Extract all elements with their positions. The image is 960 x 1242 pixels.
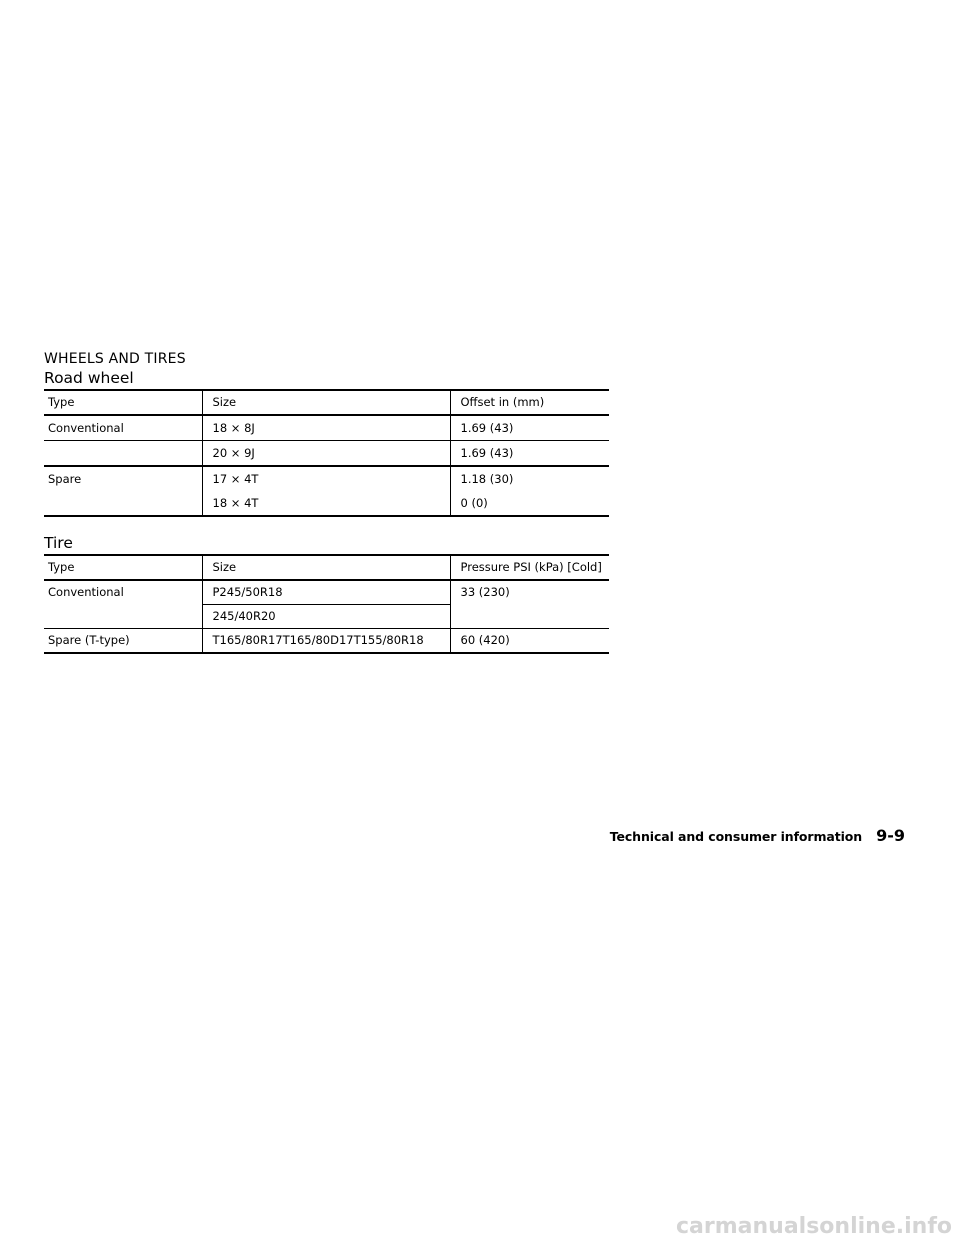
cell-pressure: 60 (420) — [450, 629, 609, 654]
page-footer — [610, 826, 905, 845]
header-pressure: Pressure PSI (kPa) [Cold] — [450, 555, 609, 580]
table-row — [44, 629, 609, 654]
cell-size: 17 × 4T — [202, 466, 450, 491]
table-row — [44, 580, 609, 605]
cell-size: 20 × 9J — [202, 441, 450, 467]
cell-type: Conventional — [48, 585, 124, 599]
header-type: Type — [48, 560, 75, 574]
header-size: Size — [202, 555, 450, 580]
cell-type — [44, 605, 202, 629]
cell-type — [44, 441, 202, 467]
cell-size: T165/80R17T165/80D17T155/80R18 — [202, 629, 450, 654]
cell-pressure: 33 (230) — [450, 580, 609, 629]
cell-type: Spare (T-type) — [48, 633, 130, 647]
cell-type — [44, 491, 202, 516]
watermark: carmanualsonline.info — [676, 1214, 952, 1239]
section-title: WHEELS AND TIRES — [44, 351, 186, 367]
cell-offset: 0 (0) — [450, 491, 609, 516]
table-header-row — [44, 555, 609, 580]
page-number: 9-9 — [876, 826, 905, 845]
header-offset: Offset in (mm) — [450, 390, 609, 415]
table-row — [44, 466, 609, 491]
cell-offset: 1.69 (43) — [450, 441, 609, 467]
cell-offset: 1.18 (30) — [450, 466, 609, 491]
table-header-row — [44, 390, 609, 415]
cell-type: Conventional — [48, 421, 124, 435]
header-type: Type — [48, 395, 75, 409]
header-size: Size — [202, 390, 450, 415]
road-wheel-table — [44, 389, 609, 517]
cell-size: P245/50R18 — [202, 580, 450, 605]
cell-type: Spare — [48, 472, 82, 486]
table-row — [44, 441, 609, 467]
road-wheel-title: Road wheel — [44, 369, 134, 387]
table-row — [44, 491, 609, 516]
table-row — [44, 415, 609, 441]
tire-title: Tire — [44, 534, 73, 552]
cell-offset: 1.69 (43) — [450, 415, 609, 441]
cell-size: 18 × 4T — [202, 491, 450, 516]
tire-table — [44, 554, 609, 654]
cell-size: 245/40R20 — [202, 605, 450, 629]
footer-title: Technical and consumer information — [609, 829, 863, 844]
cell-size: 18 × 8J — [202, 415, 450, 441]
